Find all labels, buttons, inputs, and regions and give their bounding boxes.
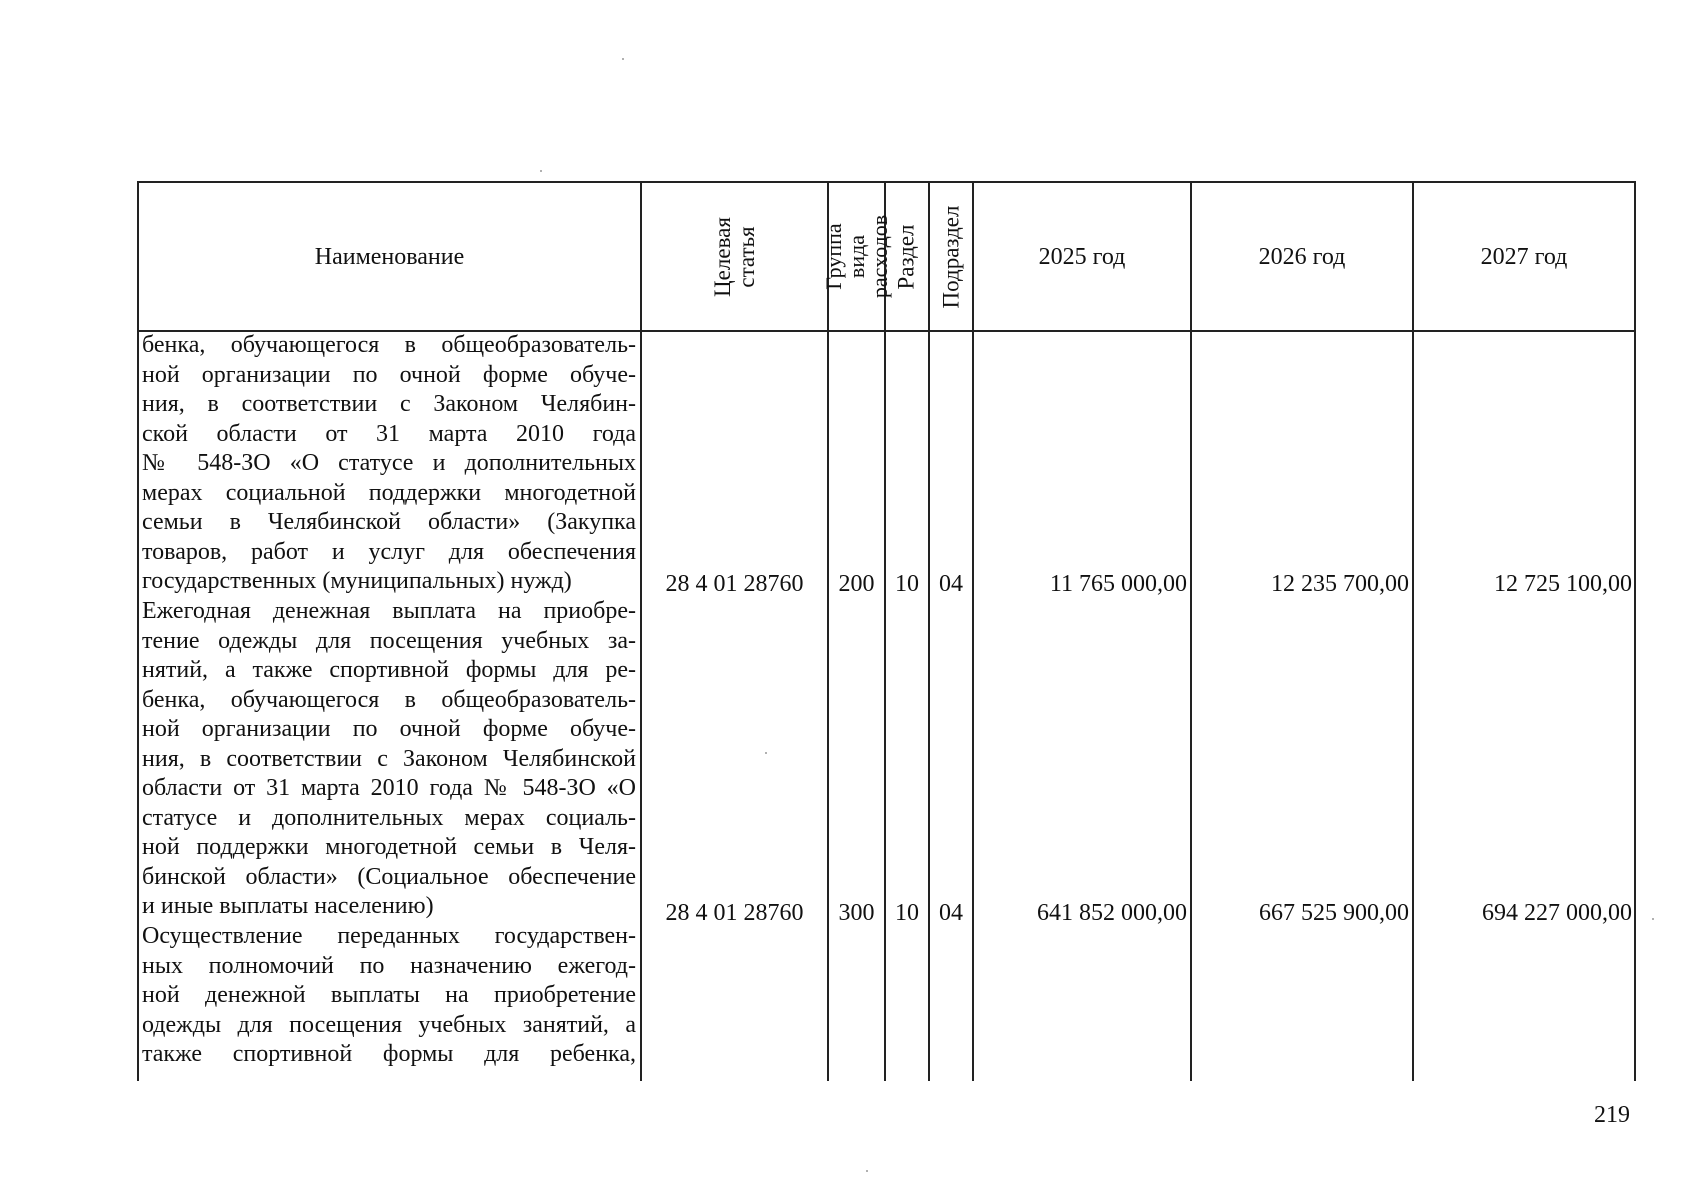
row-1-2025-amount: 11 765 000,00 [1049, 571, 1187, 597]
row-1-line: ния, в соответствии с Законом Челябин- [142, 391, 636, 417]
row-2-expense-group: 300 [838, 900, 875, 926]
row-2-line: ной организации по очной форме обуче- [142, 716, 636, 742]
row-3-line: также спортивной формы для ребенка, [142, 1041, 636, 1067]
header-year-2025-text: 2025 год [1038, 243, 1126, 270]
row-2-line: и иные выплаты населению) [142, 893, 434, 919]
header-section [886, 183, 928, 330]
scan-speck [765, 752, 767, 754]
row-1-line: ской области от 31 марта 2010 года [142, 420, 636, 447]
page-number: 219 [1594, 1102, 1630, 1128]
row-3-line: одежды для посещения учебных занятий, а [142, 1011, 636, 1038]
header-year-2026-text: 2026 год [1258, 243, 1346, 270]
row-1-line: бенка, обучающегося в общеобразователь- [142, 332, 636, 358]
header-expense-group-text: Группа вида расходов [821, 214, 892, 299]
row-1-line: семьи в Челябинской области» (Закупка [142, 509, 636, 535]
row-1-expense-group: 200 [838, 571, 875, 597]
row-1-line: ной организации по очной форме обуче- [142, 361, 636, 388]
header-name [139, 183, 640, 330]
header-target-article-text: Целевая статья [709, 216, 759, 297]
row-1-line: мерах социальной поддержки многодетной [142, 479, 636, 506]
row-2-line: ния, в соответствии с Законом Челябинской [142, 745, 636, 772]
header-subsection [930, 183, 972, 330]
row-2-2027-amount: 694 227 000,00 [1482, 900, 1632, 926]
row-2-subsection: 04 [939, 900, 963, 926]
header-name-text: Наименование [314, 243, 465, 270]
col-border-right [1634, 181, 1636, 1081]
row-2-line: нятий, а также спортивной формы для ре- [142, 657, 636, 683]
row-2-2025-amount: 641 852 000,00 [1037, 900, 1187, 926]
row-2-line: области от 31 марта 2010 года № 548-ЗО «О [142, 775, 636, 801]
row-2-line: бенка, обучающегося в общеобразователь- [142, 686, 636, 713]
row-2-line: тение одежды для посещения учебных за- [142, 627, 636, 654]
row-2-description [142, 597, 636, 922]
header-expense-group [821, 183, 892, 330]
scan-speck [622, 58, 624, 60]
row-1-line: товаров, работ и услуг для обеспечения [142, 538, 636, 565]
header-target-article [642, 183, 827, 330]
scan-speck [1652, 918, 1654, 920]
row-2-section: 10 [895, 900, 919, 926]
row-2-target-article: 28 4 01 28760 [665, 900, 804, 926]
header-subsection-text: Подраздел [938, 205, 964, 308]
row-1-target-article: 28 4 01 28760 [665, 571, 804, 597]
row-3-line: ной денежной выплаты на приобретение [142, 982, 636, 1008]
row-2-2026-amount: 667 525 900,00 [1259, 900, 1409, 926]
row-3-line: ных полномочий по назначению ежегод- [142, 952, 636, 979]
header-section-text: Раздел [894, 223, 919, 290]
scan-speck [866, 1170, 868, 1172]
row-1-subsection: 04 [939, 571, 963, 597]
row-1-line: № 548-ЗО «О статусе и дополнительных [142, 450, 636, 476]
header-year-2027-text: 2027 год [1480, 243, 1568, 270]
row-1-section: 10 [895, 571, 919, 597]
row-1-2027-amount: 12 725 100,00 [1494, 571, 1632, 597]
row-2-line: ной поддержки многодетной семьи в Челя- [142, 834, 636, 860]
header-year-2025 [974, 183, 1190, 330]
row-2-line: Ежегодная денежная выплата на приобре- [142, 598, 636, 624]
scan-speck [540, 170, 542, 172]
header-year-2026 [1192, 183, 1412, 330]
row-1-line: государственных (муниципальных) нужд) [142, 568, 572, 594]
row-3-line: Осуществление переданных государствен- [142, 923, 636, 949]
row-1-2026-amount: 12 235 700,00 [1271, 571, 1409, 597]
row-3-description [142, 922, 636, 1070]
row-2-line: статусе и дополнительных мерах социаль- [142, 804, 636, 831]
row-1-description [142, 331, 636, 597]
header-year-2027 [1414, 183, 1634, 330]
row-2-line: бинской области» (Социальное обеспечение [142, 863, 636, 890]
